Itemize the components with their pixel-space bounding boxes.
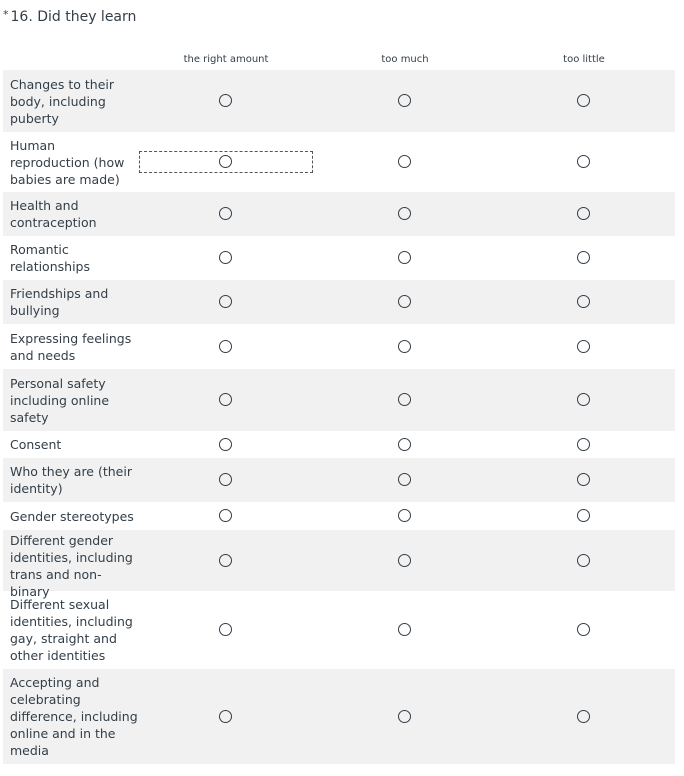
row-label: Health and contraception [10, 198, 97, 230]
radio-too-much[interactable] [398, 623, 411, 636]
radio-too-much[interactable] [398, 155, 411, 168]
row-label: Different sexual identities, including gay, straight and other identities [10, 597, 133, 663]
radio-too-little[interactable] [577, 710, 590, 723]
radio-right-amount[interactable] [219, 473, 232, 486]
column-header-right-amount: the right amount [183, 54, 269, 65]
radio-too-little[interactable] [577, 295, 590, 308]
table-row [3, 70, 675, 132]
radio-too-little[interactable] [577, 393, 590, 406]
table-row [3, 431, 675, 458]
radio-too-much[interactable] [398, 295, 411, 308]
table-row [3, 324, 675, 369]
radio-too-much[interactable] [398, 94, 411, 107]
row-label: Consent [10, 437, 62, 452]
column-header-too-little: too little [563, 54, 605, 65]
radio-right-amount[interactable] [219, 623, 232, 636]
row-label: Gender stereotypes [10, 509, 134, 524]
table-row [3, 669, 675, 764]
row-label: Who they are (their identity) [10, 464, 132, 496]
table-row [3, 458, 675, 502]
row-label: Personal safety including online safety [10, 376, 110, 425]
table-row [3, 192, 675, 236]
radio-too-much[interactable] [398, 473, 411, 486]
radio-too-little[interactable] [577, 251, 590, 264]
question-title [3, 9, 136, 25]
row-label: Accepting and celebrating difference, including online and in the media [10, 675, 138, 758]
row-label: Friendships and bullying [10, 286, 109, 318]
radio-too-little[interactable] [577, 554, 590, 567]
radio-right-amount[interactable] [219, 554, 232, 567]
row-label: Human reproduction (how babies are made) [10, 138, 125, 187]
radio-too-little[interactable] [577, 207, 590, 220]
radio-right-amount[interactable] [219, 251, 232, 264]
radio-too-much[interactable] [398, 710, 411, 723]
radio-right-amount[interactable] [219, 509, 232, 522]
table-row [3, 369, 675, 431]
row-label: Changes to their body, including puberty [10, 77, 114, 126]
radio-too-much[interactable] [398, 340, 411, 353]
table-row [3, 236, 675, 280]
radio-too-much[interactable] [398, 438, 411, 451]
radio-too-little[interactable] [577, 155, 590, 168]
radio-right-amount[interactable] [219, 155, 232, 168]
radio-right-amount[interactable] [219, 94, 232, 107]
table-row [3, 591, 675, 669]
required-marker: * [3, 8, 9, 21]
radio-right-amount[interactable] [219, 710, 232, 723]
radio-right-amount[interactable] [219, 340, 232, 353]
radio-too-much[interactable] [398, 207, 411, 220]
radio-too-much[interactable] [398, 251, 411, 264]
table-row [3, 280, 675, 324]
row-label: Different gender identities, including trans and non-binary [10, 533, 133, 599]
radio-right-amount[interactable] [219, 393, 232, 406]
radio-right-amount[interactable] [219, 438, 232, 451]
radio-too-little[interactable] [577, 473, 590, 486]
table-row [3, 502, 675, 530]
question-text: 16. Did they learn [10, 9, 137, 25]
row-label: Expressing feelings and needs [10, 331, 132, 363]
column-header-too-much: too much [381, 54, 429, 65]
radio-too-much[interactable] [398, 393, 411, 406]
radio-too-little[interactable] [577, 340, 590, 353]
table-row [3, 132, 675, 192]
radio-right-amount[interactable] [219, 295, 232, 308]
radio-too-little[interactable] [577, 509, 590, 522]
radio-too-much[interactable] [398, 509, 411, 522]
row-label: Romantic relationships [10, 242, 90, 274]
radio-right-amount[interactable] [219, 207, 232, 220]
radio-too-little[interactable] [577, 438, 590, 451]
radio-too-little[interactable] [577, 94, 590, 107]
radio-too-little[interactable] [577, 623, 590, 636]
table-row [3, 530, 675, 599]
radio-too-much[interactable] [398, 554, 411, 567]
